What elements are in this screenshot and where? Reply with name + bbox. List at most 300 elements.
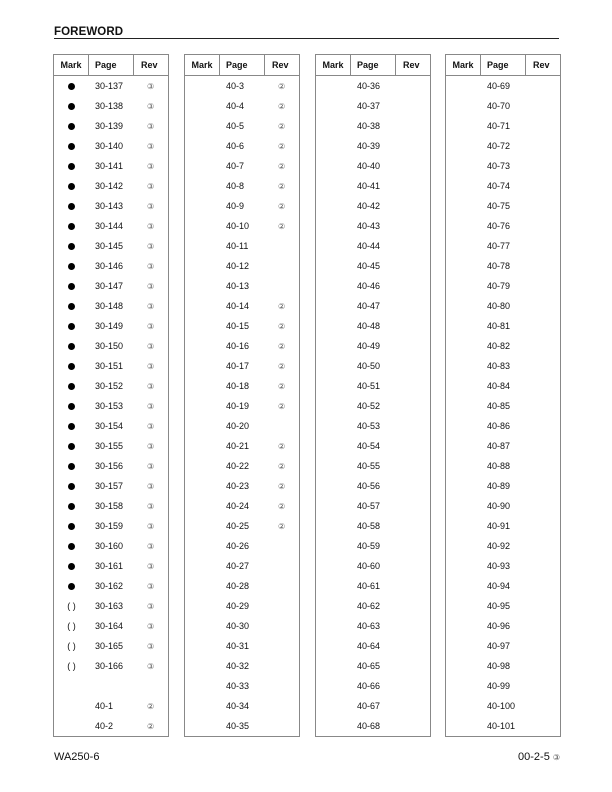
page-cell: 40-1 xyxy=(95,701,114,711)
page-cell: 40-26 xyxy=(226,541,250,551)
rev-cell: ③ xyxy=(147,441,155,451)
page-cell: 40-83 xyxy=(487,361,511,371)
table-row xyxy=(316,336,430,356)
filled-circle-icon xyxy=(68,503,75,510)
header-rev: Rev xyxy=(272,60,289,70)
table-row xyxy=(316,296,430,316)
table-row xyxy=(316,516,430,536)
page-cell: 30-158 xyxy=(95,501,124,511)
table-row xyxy=(316,316,430,336)
table-row xyxy=(446,476,560,496)
table-row xyxy=(185,396,299,416)
mark-cell xyxy=(54,501,89,511)
table-row xyxy=(446,216,560,236)
rev-cell: ② xyxy=(278,141,286,151)
page-cell: 40-45 xyxy=(357,261,381,271)
title-rule xyxy=(54,38,559,39)
table-row xyxy=(54,356,168,376)
page-cell: 30-155 xyxy=(95,441,124,451)
page-cell: 40-41 xyxy=(357,181,381,191)
page-cell: 40-77 xyxy=(487,241,511,251)
table-row xyxy=(54,116,168,136)
page-cell: 40-47 xyxy=(357,301,381,311)
mark-cell xyxy=(54,301,89,311)
table-row xyxy=(185,576,299,596)
filled-circle-icon xyxy=(68,263,75,270)
mark-cell xyxy=(54,121,89,131)
filled-circle-icon xyxy=(68,223,75,230)
page-cell: 30-138 xyxy=(95,101,124,111)
filled-circle-icon xyxy=(68,323,75,330)
page-cell: 40-10 xyxy=(226,221,250,231)
page-cell: 40-60 xyxy=(357,561,381,571)
page-cell: 40-16 xyxy=(226,341,250,351)
filled-circle-icon xyxy=(68,183,75,190)
page-cell: 30-153 xyxy=(95,401,124,411)
table-row xyxy=(54,396,168,416)
table-row xyxy=(54,696,168,716)
table-row xyxy=(185,436,299,456)
rev-cell: ② xyxy=(278,301,286,311)
page-cell: 40-32 xyxy=(226,661,250,671)
page-cell: 40-11 xyxy=(226,241,249,251)
table-row xyxy=(446,336,560,356)
table-row xyxy=(185,116,299,136)
table-row xyxy=(185,256,299,276)
page-cell: 40-21 xyxy=(226,441,250,451)
table-row xyxy=(185,176,299,196)
page-cell: 40-28 xyxy=(226,581,250,591)
table-row xyxy=(54,496,168,516)
table-row xyxy=(446,656,560,676)
table-row xyxy=(185,476,299,496)
filled-circle-icon xyxy=(68,423,75,430)
page-cell: 40-6 xyxy=(226,141,245,151)
table-row xyxy=(185,236,299,256)
page-cell: 40-91 xyxy=(487,521,511,531)
page-cell: 30-163 xyxy=(95,601,124,611)
page-cell: 40-63 xyxy=(357,621,381,631)
page-cell: 30-146 xyxy=(95,261,124,271)
page-cell: 40-27 xyxy=(226,561,250,571)
table-row xyxy=(446,536,560,556)
table-row xyxy=(185,676,299,696)
page-cell: 40-90 xyxy=(487,501,511,511)
table-row xyxy=(446,236,560,256)
mark-cell xyxy=(54,81,89,91)
table-row xyxy=(446,276,560,296)
page-cell: 30-149 xyxy=(95,321,124,331)
rev-cell: ③ xyxy=(147,161,155,171)
rev-cell: ③ xyxy=(147,421,155,431)
page-cell: 40-50 xyxy=(357,361,381,371)
page-cell: 40-74 xyxy=(487,181,511,191)
table-row xyxy=(446,316,560,336)
page-cell: 40-54 xyxy=(357,441,381,451)
table-row xyxy=(446,76,560,96)
table-row xyxy=(54,516,168,536)
table-row xyxy=(446,636,560,656)
table-row xyxy=(54,376,168,396)
page-cell: 40-58 xyxy=(357,521,381,531)
rev-cell: ③ xyxy=(147,521,155,531)
rev-cell: ③ xyxy=(147,601,155,611)
table-row xyxy=(316,496,430,516)
page-cell: 40-30 xyxy=(226,621,250,631)
table-header xyxy=(54,55,168,76)
table-row xyxy=(446,496,560,516)
rev-cell: ② xyxy=(278,461,286,471)
page-cell: 30-137 xyxy=(95,81,124,91)
rev-cell: ② xyxy=(278,361,286,371)
table-row xyxy=(316,616,430,636)
table-row xyxy=(316,476,430,496)
rev-cell: ③ xyxy=(147,261,155,271)
page-cell: 40-72 xyxy=(487,141,511,151)
revision-table-4 xyxy=(445,54,561,737)
mark-cell xyxy=(54,401,89,411)
rev-cell: ③ xyxy=(147,581,155,591)
page-cell: 40-5 xyxy=(226,121,245,131)
table-row xyxy=(446,596,560,616)
table-row xyxy=(185,636,299,656)
page-cell: 40-59 xyxy=(357,541,381,551)
page-cell: 40-19 xyxy=(226,401,250,411)
table-row xyxy=(185,356,299,376)
page-cell: 40-98 xyxy=(487,661,511,671)
page-cell: 40-37 xyxy=(357,101,381,111)
page-cell: 40-94 xyxy=(487,581,511,591)
page-cell: 40-52 xyxy=(357,401,381,411)
table-row xyxy=(446,116,560,136)
table-row xyxy=(54,256,168,276)
table-row xyxy=(316,216,430,236)
page-cell: 30-152 xyxy=(95,381,124,391)
page-cell: 40-84 xyxy=(487,381,511,391)
page-cell: 40-40 xyxy=(357,161,381,171)
rev-cell: ② xyxy=(278,501,286,511)
page-cell: 40-31 xyxy=(226,641,250,651)
table-row xyxy=(54,676,168,696)
rev-cell: ③ xyxy=(147,641,155,651)
rev-cell: ② xyxy=(278,181,286,191)
table-row xyxy=(54,436,168,456)
footer-page xyxy=(518,751,560,763)
page-cell: 40-34 xyxy=(226,701,250,711)
page-cell: 40-35 xyxy=(226,721,250,731)
page-cell: 40-99 xyxy=(487,681,511,691)
header-rev: Rev xyxy=(403,60,420,70)
page-cell: 30-142 xyxy=(95,181,124,191)
table-row xyxy=(316,176,430,196)
table-row xyxy=(185,616,299,636)
page-cell: 30-157 xyxy=(95,481,124,491)
page-cell: 40-86 xyxy=(487,421,511,431)
rev-cell: ③ xyxy=(147,561,155,571)
table-row xyxy=(316,236,430,256)
mark-cell xyxy=(54,321,89,331)
filled-circle-icon xyxy=(68,83,75,90)
rev-cell: ③ xyxy=(147,181,155,191)
page-cell: 40-93 xyxy=(487,561,511,571)
footer-page-rev: ③ xyxy=(552,753,560,762)
filled-circle-icon xyxy=(68,123,75,130)
table-row xyxy=(54,276,168,296)
page-cell: 40-71 xyxy=(487,121,511,131)
header-page: Page xyxy=(89,55,134,75)
mark-cell xyxy=(54,201,89,211)
table-row xyxy=(185,696,299,716)
page-cell: 40-48 xyxy=(357,321,381,331)
rev-cell: ③ xyxy=(147,361,155,371)
header-page: Page xyxy=(481,55,526,75)
header-mark: Mark xyxy=(54,55,89,75)
page-cell: 40-46 xyxy=(357,281,381,291)
rev-cell: ③ xyxy=(147,101,155,111)
page-cell: 40-92 xyxy=(487,541,511,551)
page-cell: 40-95 xyxy=(487,601,511,611)
rev-cell: ② xyxy=(147,721,155,731)
table-row xyxy=(316,396,430,416)
page-cell: 30-160 xyxy=(95,541,124,551)
table-header xyxy=(316,55,430,76)
page-cell: 40-29 xyxy=(226,601,250,611)
mark-cell xyxy=(54,161,89,171)
table-row xyxy=(185,336,299,356)
page-cell: 40-75 xyxy=(487,201,511,211)
table-row xyxy=(54,636,168,656)
mark-cell xyxy=(54,341,89,351)
table-row xyxy=(54,296,168,316)
table-row xyxy=(446,456,560,476)
rev-cell: ② xyxy=(278,441,286,451)
table-row xyxy=(54,336,168,356)
page-cell: 40-25 xyxy=(226,521,250,531)
table-row xyxy=(54,176,168,196)
page-cell: 30-154 xyxy=(95,421,124,431)
page-cell: 30-162 xyxy=(95,581,124,591)
page-cell: 30-145 xyxy=(95,241,124,251)
page-cell: 40-96 xyxy=(487,621,511,631)
table-row xyxy=(446,696,560,716)
filled-circle-icon xyxy=(68,463,75,470)
rev-cell: ③ xyxy=(147,141,155,151)
table-row xyxy=(446,676,560,696)
rev-cell: ③ xyxy=(147,221,155,231)
page-cell: 40-97 xyxy=(487,641,511,651)
table-row xyxy=(446,556,560,576)
mark-cell xyxy=(54,361,89,371)
page-cell: 40-24 xyxy=(226,501,250,511)
table-row xyxy=(316,356,430,376)
mark-cell xyxy=(54,261,89,271)
table-row xyxy=(54,316,168,336)
rev-cell: ③ xyxy=(147,201,155,211)
table-row xyxy=(316,156,430,176)
rev-cell: ③ xyxy=(147,81,155,91)
table-row xyxy=(54,76,168,96)
mark-cell xyxy=(54,461,89,471)
rev-cell: ③ xyxy=(147,661,155,671)
table-row xyxy=(446,516,560,536)
page-cell: 40-22 xyxy=(226,461,250,471)
mark-cell xyxy=(54,141,89,151)
header-mark: Mark xyxy=(185,55,220,75)
page-cell: 40-81 xyxy=(487,321,511,331)
table-row xyxy=(446,176,560,196)
page-cell: 30-144 xyxy=(95,221,124,231)
page-cell: 40-69 xyxy=(487,81,511,91)
table-row xyxy=(316,96,430,116)
table-row xyxy=(446,156,560,176)
page-cell: 40-79 xyxy=(487,281,511,291)
page-cell: 30-151 xyxy=(95,361,124,371)
page-cell: 40-61 xyxy=(357,581,381,591)
filled-circle-icon xyxy=(68,483,75,490)
rev-cell: ② xyxy=(278,321,286,331)
page-cell: 40-14 xyxy=(226,301,250,311)
rev-cell: ③ xyxy=(147,481,155,491)
table-row xyxy=(185,76,299,96)
page-cell: 40-51 xyxy=(357,381,381,391)
table-row xyxy=(54,236,168,256)
table-row xyxy=(185,536,299,556)
page-cell: 40-18 xyxy=(226,381,250,391)
rev-cell: ② xyxy=(278,481,286,491)
rev-cell: ③ xyxy=(147,381,155,391)
table-row xyxy=(316,596,430,616)
filled-circle-icon xyxy=(68,163,75,170)
table-row xyxy=(54,156,168,176)
page-cell: 40-12 xyxy=(226,261,250,271)
table-row xyxy=(185,196,299,216)
rev-cell: ② xyxy=(278,201,286,211)
rev-cell: ② xyxy=(278,121,286,131)
page-cell: 40-78 xyxy=(487,261,511,271)
page-cell: 40-42 xyxy=(357,201,381,211)
table-row xyxy=(316,436,430,456)
table-row xyxy=(316,456,430,476)
mark-cell: ( ) xyxy=(67,641,76,651)
page-cell: 40-23 xyxy=(226,481,250,491)
table-header xyxy=(446,55,560,76)
table-row xyxy=(185,596,299,616)
table-row xyxy=(316,536,430,556)
page-cell: 40-43 xyxy=(357,221,381,231)
table-row xyxy=(185,516,299,536)
filled-circle-icon xyxy=(68,583,75,590)
revision-table-2 xyxy=(184,54,300,737)
table-row xyxy=(54,136,168,156)
mark-cell xyxy=(54,541,89,551)
table-row xyxy=(185,96,299,116)
page-cell: 40-73 xyxy=(487,161,511,171)
page-cell: 40-13 xyxy=(226,281,250,291)
table-row xyxy=(446,436,560,456)
page-cell: 30-165 xyxy=(95,641,124,651)
page-cell: 40-4 xyxy=(226,101,245,111)
revision-table-3 xyxy=(315,54,431,737)
page-cell: 40-80 xyxy=(487,301,511,311)
rev-cell: ③ xyxy=(147,461,155,471)
mark-cell xyxy=(54,181,89,191)
page-cell: 30-164 xyxy=(95,621,124,631)
table-row xyxy=(446,356,560,376)
table-row xyxy=(54,456,168,476)
page-cell: 40-17 xyxy=(226,361,250,371)
rev-cell: ③ xyxy=(147,541,155,551)
filled-circle-icon xyxy=(68,523,75,530)
rev-cell: ② xyxy=(278,521,286,531)
table-row xyxy=(446,416,560,436)
filled-circle-icon xyxy=(68,283,75,290)
page-cell: 40-15 xyxy=(226,321,250,331)
mark-cell xyxy=(54,521,89,531)
page-cell: 40-20 xyxy=(226,421,250,431)
rev-cell: ③ xyxy=(147,401,155,411)
header-page: Page xyxy=(220,55,265,75)
page-cell: 40-87 xyxy=(487,441,511,451)
mark-cell xyxy=(54,581,89,591)
page-cell: 40-55 xyxy=(357,461,381,471)
mark-cell xyxy=(54,241,89,251)
table-row xyxy=(316,256,430,276)
footer-model: WA250-6 xyxy=(54,751,100,763)
page-cell: 40-3 xyxy=(226,81,245,91)
page-cell: 40-85 xyxy=(487,401,511,411)
table-row xyxy=(54,96,168,116)
table-row xyxy=(316,376,430,396)
rev-cell: ② xyxy=(278,381,286,391)
table-row xyxy=(185,656,299,676)
page-cell: 30-161 xyxy=(95,561,124,571)
page-cell: 40-82 xyxy=(487,341,511,351)
page-cell: 30-147 xyxy=(95,281,124,291)
filled-circle-icon xyxy=(68,103,75,110)
rev-cell: ③ xyxy=(147,301,155,311)
table-row xyxy=(54,476,168,496)
filled-circle-icon xyxy=(68,143,75,150)
page-cell: 40-76 xyxy=(487,221,511,231)
mark-cell xyxy=(54,281,89,291)
table-row xyxy=(316,696,430,716)
page-cell: 40-2 xyxy=(95,721,114,731)
rev-cell: ② xyxy=(278,161,286,171)
filled-circle-icon xyxy=(68,363,75,370)
page-cell: 40-39 xyxy=(357,141,381,151)
rev-cell: ② xyxy=(278,81,286,91)
filled-circle-icon xyxy=(68,403,75,410)
rev-cell: ② xyxy=(147,701,155,711)
table-row xyxy=(185,316,299,336)
page-cell: 30-150 xyxy=(95,341,124,351)
table-row xyxy=(446,136,560,156)
table-row xyxy=(446,296,560,316)
page-cell: 40-100 xyxy=(487,701,516,711)
page-cell: 30-141 xyxy=(95,161,124,171)
mark-cell: ( ) xyxy=(67,621,76,631)
filled-circle-icon xyxy=(68,383,75,390)
rev-cell: ② xyxy=(278,221,286,231)
table-row xyxy=(185,296,299,316)
page-title: FOREWORD xyxy=(54,26,124,38)
table-row xyxy=(185,216,299,236)
table-row xyxy=(185,276,299,296)
table-row xyxy=(54,556,168,576)
page-cell: 40-36 xyxy=(357,81,381,91)
header-rev: Rev xyxy=(141,60,158,70)
rev-cell: ② xyxy=(278,341,286,351)
